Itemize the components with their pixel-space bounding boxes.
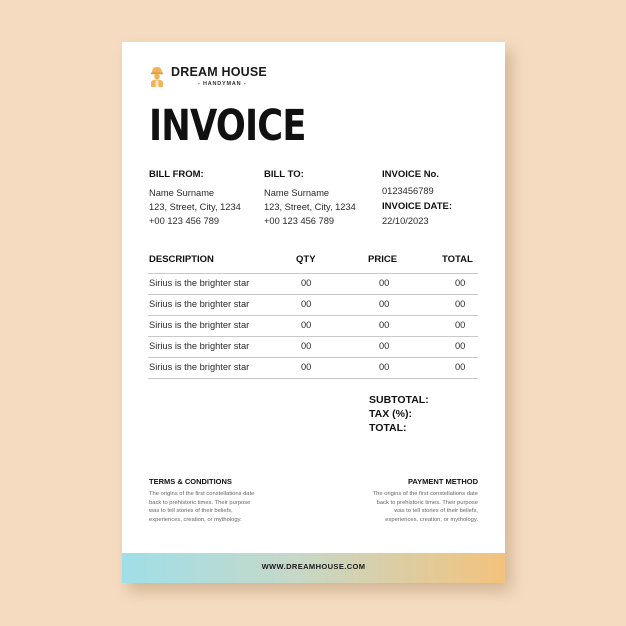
bill-from-address: 123, Street, City, 1234 bbox=[149, 202, 241, 212]
row-total: 00 bbox=[455, 362, 466, 372]
bill-to-phone: +00 123 456 789 bbox=[264, 216, 335, 226]
column-header-qty: QTY bbox=[296, 254, 316, 265]
payment-method-heading: PAYMENT METHOD bbox=[407, 477, 478, 486]
row-description: Sirius is the brighter star bbox=[149, 320, 250, 330]
column-header-total: TOTAL bbox=[442, 254, 473, 265]
row-price: 00 bbox=[379, 362, 390, 372]
table-row bbox=[148, 336, 478, 357]
invoice-title: INVOICE bbox=[149, 101, 306, 151]
table-row bbox=[148, 294, 478, 315]
table-row bbox=[148, 273, 478, 294]
payment-method-text: The origins of the first constellations date back to prehistoric times. Their purpose was to tell stories of their beliefs, experiences, creation, or mythology. bbox=[372, 491, 478, 523]
row-total: 00 bbox=[455, 278, 466, 288]
terms-heading: TERMS & CONDITIONS bbox=[149, 477, 232, 486]
bill-from-name: Name Surname bbox=[149, 188, 215, 198]
row-qty: 00 bbox=[301, 299, 312, 309]
row-description: Sirius is the brighter star bbox=[149, 362, 250, 372]
subtotal-label: SUBTOTAL: bbox=[369, 394, 429, 406]
column-header-price: PRICE bbox=[368, 254, 398, 265]
bill-to-heading: BILL TO: bbox=[264, 169, 304, 180]
row-price: 00 bbox=[379, 320, 390, 330]
bill-to-address: 123, Street, City, 1234 bbox=[264, 202, 356, 212]
row-price: 00 bbox=[379, 299, 390, 309]
invoice-number: 0123456789 bbox=[382, 186, 434, 196]
line-items-table bbox=[148, 273, 478, 379]
row-price: 00 bbox=[379, 341, 390, 351]
invoice-document bbox=[122, 42, 505, 583]
brand-tagline: - HANDYMAN - bbox=[198, 81, 247, 87]
row-qty: 00 bbox=[301, 320, 312, 330]
row-qty: 00 bbox=[301, 278, 312, 288]
bill-to-name: Name Surname bbox=[264, 188, 330, 198]
row-price: 00 bbox=[379, 278, 390, 288]
tax-label: TAX (%): bbox=[369, 408, 412, 420]
table-row bbox=[148, 315, 478, 336]
row-total: 00 bbox=[455, 299, 466, 309]
row-total: 00 bbox=[455, 341, 466, 351]
handyman-worker-icon bbox=[149, 65, 165, 87]
invoice-date: 22/10/2023 bbox=[382, 216, 429, 226]
website-link[interactable]: WWW.DREAMHOUSE.COM bbox=[261, 562, 366, 571]
row-qty: 00 bbox=[301, 341, 312, 351]
brand-name: DREAM HOUSE bbox=[171, 65, 267, 79]
row-total: 00 bbox=[455, 320, 466, 330]
row-qty: 00 bbox=[301, 362, 312, 372]
bill-from-heading: BILL FROM: bbox=[149, 169, 204, 180]
table-row bbox=[148, 357, 478, 379]
invoice-date-label: INVOICE DATE: bbox=[382, 201, 453, 212]
row-description: Sirius is the brighter star bbox=[149, 299, 250, 309]
terms-text: The origins of the first constellations date back to prehistoric times. Their purpose was to tell stories of their beliefs, experiences, creation, or mythology. bbox=[149, 491, 255, 523]
bill-from-phone: +00 123 456 789 bbox=[149, 216, 220, 226]
row-description: Sirius is the brighter star bbox=[149, 278, 250, 288]
total-label: TOTAL: bbox=[369, 422, 407, 434]
row-description: Sirius is the brighter star bbox=[149, 341, 250, 351]
invoice-number-label: INVOICE No. bbox=[382, 169, 440, 180]
column-header-description: DESCRIPTION bbox=[149, 254, 214, 265]
